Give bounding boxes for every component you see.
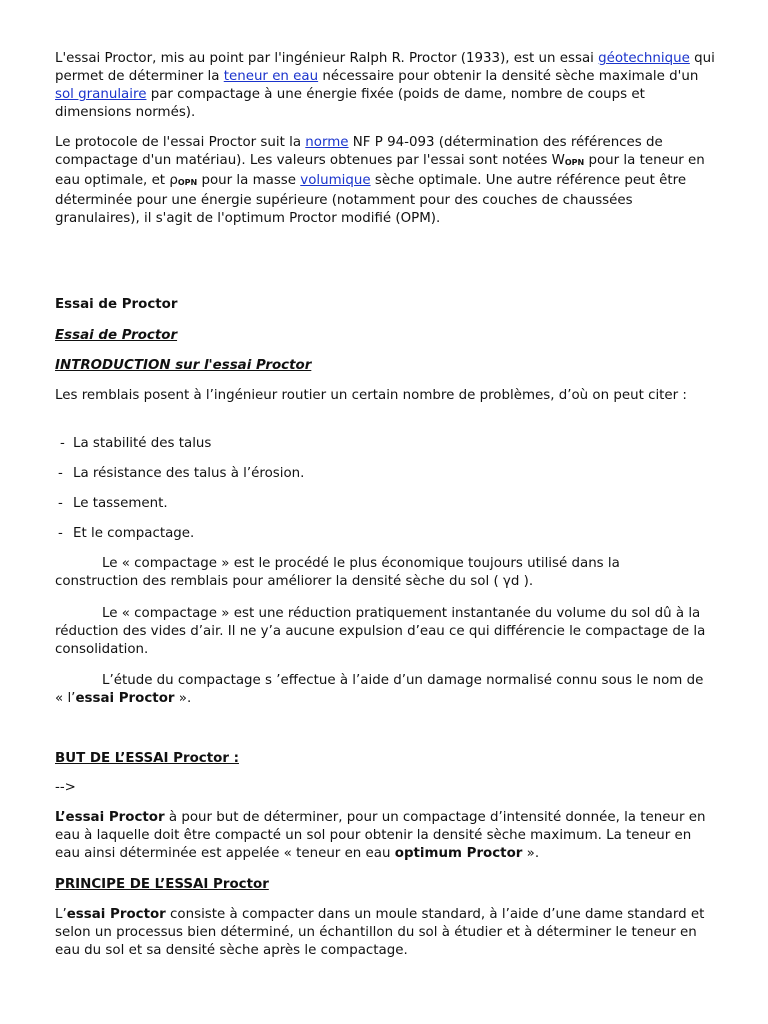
- list-dash: -: [58, 466, 63, 481]
- link-norme[interactable]: norme: [305, 135, 349, 150]
- link-sol-granulaire[interactable]: sol granulaire: [55, 87, 147, 102]
- text-run: par compactage à une énergie fixée (poids de dame, nombre de coups et dimensions normés).: [55, 87, 645, 120]
- text-run: ».: [174, 691, 192, 706]
- compactage-paragraph-3: [55, 672, 705, 708]
- list-item: [55, 465, 304, 483]
- list-item-text: La résistance des talus à l’érosion.: [73, 466, 305, 481]
- list-dash: -: [58, 526, 63, 541]
- text-run: L'essai Proctor, mis au point par l'ingénieur Ralph R. Proctor (1933), est un essai: [55, 51, 599, 66]
- list-item: [55, 435, 211, 453]
- heading-essai-de-proctor: Essai de Proctor: [55, 297, 178, 312]
- intro-paragraph-2: [55, 134, 715, 228]
- bold-run: optimum Proctor: [394, 846, 523, 861]
- arrow-text: -->: [55, 780, 76, 795]
- text-run: ».: [522, 846, 540, 861]
- list-item-text: Et le compactage.: [73, 526, 195, 541]
- problems-lead: Les remblais posent à l’ingénieur routier un certain nombre de problèmes, d’où on peut citer :: [55, 388, 687, 403]
- heading-essai-de-proctor-italic: Essai de Proctor: [55, 328, 178, 343]
- text-run: consiste à compacter dans un moule standard, à l’aide d’une dame standard et selon un processus bien déterminé, un échantillon du sol à étudier et à déterminer le teneur en eau du sol et sa densité sèche après le compactage.: [55, 907, 705, 958]
- list-item: [55, 495, 168, 513]
- link-teneur-en-eau[interactable]: teneur en eau: [223, 69, 319, 84]
- heading-principe: PRINCIPE DE L’ESSAI Proctor: [55, 877, 269, 892]
- list-dash: -: [58, 496, 63, 511]
- link-geotechnique[interactable]: géotechnique: [598, 51, 690, 66]
- bold-run: L’essai Proctor: [55, 810, 165, 825]
- link-volumique[interactable]: volumique: [300, 173, 371, 188]
- text-run: Le protocole de l'essai Proctor suit la: [55, 135, 306, 150]
- text-run: L’étude du compactage s ’effectue à l’aide d’un damage normalisé connu sous le nom de « l’: [55, 673, 704, 706]
- heading-but: BUT DE L’ESSAI Proctor :: [55, 751, 239, 766]
- text-run: sèche optimale. Une autre référence peut être déterminée pour une énergie supérieure (notamment pour des couches de chaussées granulaires), il s'agit de l'optimum Proctor modifié (OPM).: [55, 173, 687, 226]
- text-run: nécessaire pour obtenir la densité sèche maximale d'un: [318, 69, 699, 84]
- subscript-opn: OPN: [564, 158, 585, 167]
- list-item-text: La stabilité des talus: [73, 436, 212, 451]
- list-dash: -: [60, 436, 65, 451]
- list-item: [55, 525, 194, 543]
- heading-introduction: INTRODUCTION sur l'essai Proctor: [55, 358, 312, 373]
- bold-run: essai Proctor: [75, 691, 175, 706]
- compactage-paragraph-1: Le « compactage » est le procédé le plus économique toujours utilisé dans la construction des remblais pour améliorer la densité sèche du sol ( γd ).: [55, 556, 620, 589]
- text-run: L’: [55, 907, 67, 922]
- compactage-paragraph-2: Le « compactage » est une réduction pratiquement instantanée du volume du sol dû à la réduction des vides d’air. Il ne y’a aucune expulsion d’eau ce qui différencie le compactage de la consolidation.: [55, 606, 706, 657]
- text-run: à pour but de déterminer, pour un compactage d’intensité donnée, la teneur en eau à laquelle doit être compacté un sol pour obtenir la densité sèche maximum. La teneur en eau ainsi déterminée est appelée « teneur en eau: [55, 810, 706, 861]
- list-item-text: Le tassement.: [73, 496, 168, 511]
- principe-paragraph: [55, 906, 705, 960]
- subscript-opn: OPN: [177, 178, 198, 187]
- text-run: pour la masse: [197, 173, 301, 188]
- bold-run: essai Proctor: [66, 907, 166, 922]
- intro-paragraph-1: [55, 50, 715, 122]
- text-run: pour la teneur en eau optimale, et ρ: [55, 153, 705, 188]
- but-paragraph: [55, 809, 715, 863]
- text-run: NF P 94-093 (détermination des références de compactage d'un matériau). Les valeurs obtenues par l'essai sont notées W: [55, 135, 663, 168]
- text-run: qui permet de déterminer la: [55, 51, 715, 84]
